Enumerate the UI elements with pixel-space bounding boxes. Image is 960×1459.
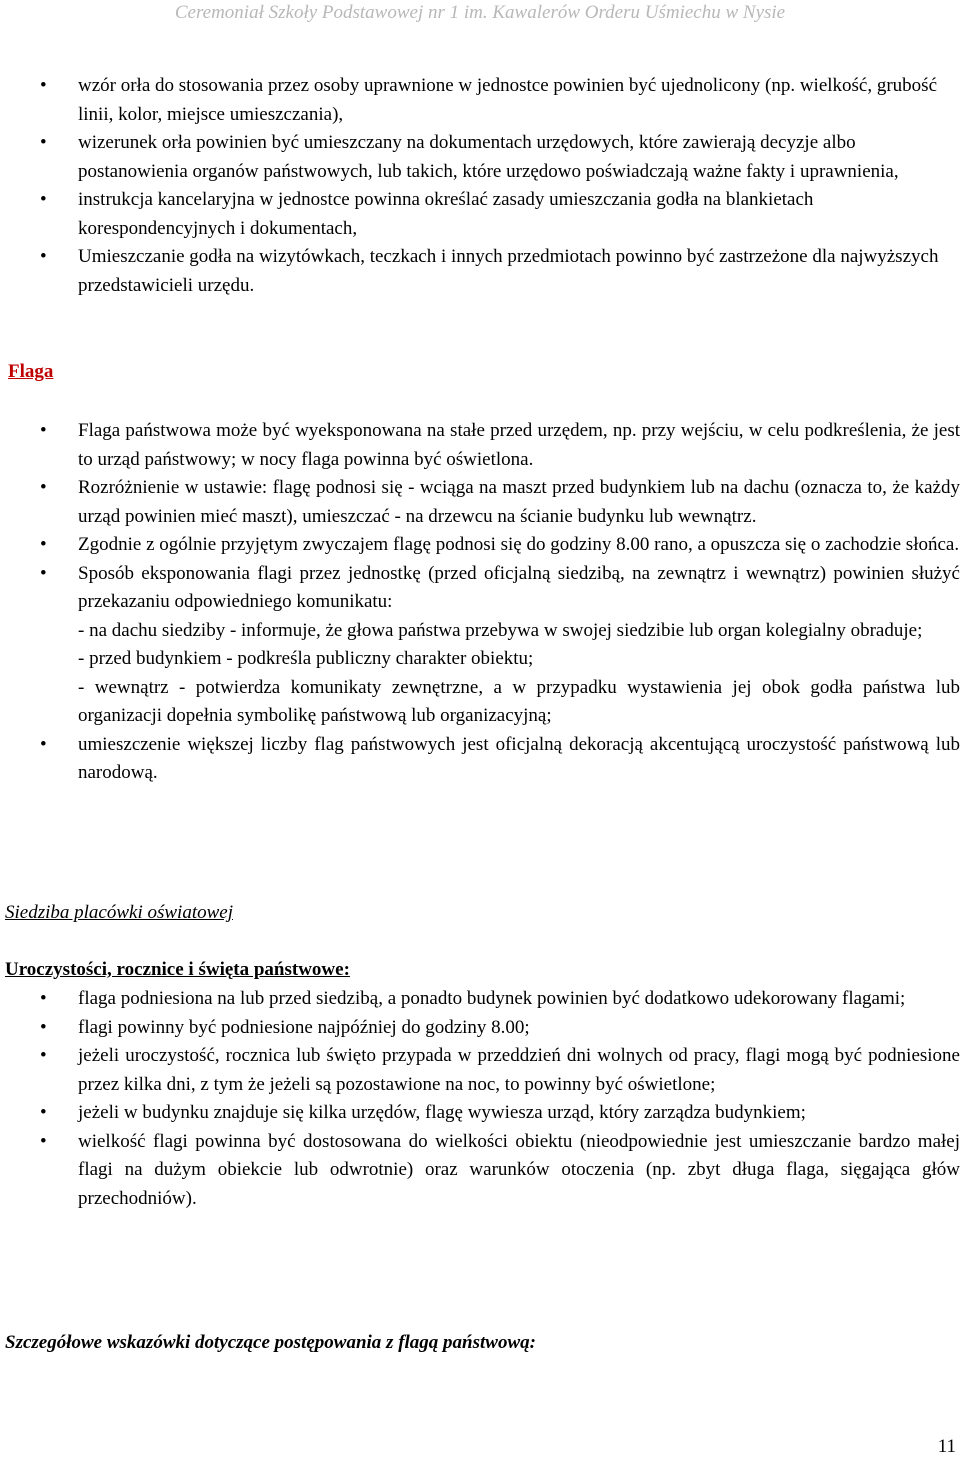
list-item — [0, 474, 960, 531]
list-item-text: • Sposób eksponowania flagi przez jednostkę (przed oficjalną siedzibą, na zewnątrz i wewnątrz) powinien służyć przekazaniu odpowiedniego komunikatu: — [78, 562, 960, 612]
list-item-text: • umieszczenie większej liczby flag państwowych jest oficjalną dekoracją akcentującą uroczystość państwową lub narodową. — [78, 733, 960, 783]
list-item: • wielkość flagi powinna być dostosowana do wielkości obiektu (nieodpowiednie jest umieszczanie bardzo małej flagi na dużym obiekcie lub odwrotnie) oraz warunków otoczenia (np. zbyt długa flaga, sięgająca głów przechodniów). — [0, 1128, 960, 1214]
list-item: • Umieszczanie godła na wizytówkach, teczkach i innych przedmiotach powinno być zastrzeżone dla najwyższych przedstawicieli urzędu. — [0, 243, 960, 300]
godlo-list-block — [0, 72, 960, 300]
list-item-subline: - wewnątrz - potwierdza komunikaty zewnętrzne, a w przypadku wystawienia jej obok godła państwa lub organizacji dopełnia symbolikę państwową lub organizacyjną; — [78, 676, 960, 726]
siedziba-heading: Siedziba placówki oświatowej — [5, 902, 233, 923]
page-number: 11 — [937, 1436, 956, 1457]
szczegolowe-heading: Szczegółowe wskazówki dotyczące postępowania z flagą państwową: — [5, 1332, 536, 1353]
uroczystosci-list — [0, 985, 960, 1213]
flaga-heading: Flaga — [8, 361, 54, 382]
flaga-list-block — [0, 417, 960, 788]
list-item — [0, 531, 960, 560]
list-item — [0, 417, 960, 474]
list-item: • wizerunek orła powinien być umieszczany na dokumentach urzędowych, które zawierają decyzje albo postanowienia organów państwowych, lub takich, które urzędowo poświadczają ważne fakty i uprawnienia, — [0, 129, 960, 186]
list-item: • wzór orła do stosowania przez osoby uprawnione w jednostce powinien być ujednolicony (np. wielkość, grubość linii, kolor, miejsce umieszczania), — [0, 72, 960, 129]
uroczystosci-heading: Uroczystości, rocznice i święta państwowe: — [5, 959, 350, 980]
godlo-list — [0, 72, 960, 300]
list-item: • instrukcja kancelaryjna w jednostce powinna określać zasady umieszczania godła na blankietach korespondencyjnych i dokumentach, — [0, 186, 960, 243]
list-item-subline: - przed budynkiem - podkreśla publiczny charakter obiektu; — [78, 648, 534, 669]
flaga-list — [0, 417, 960, 788]
list-item-text: • Flaga państwowa może być wyeksponowana na stałe przed urzędem, np. przy wejściu, w celu podkreślenia, że jest to urząd państwowy; w nocy flaga powinna być oświetlona. — [78, 420, 960, 470]
list-item — [0, 560, 960, 731]
list-item-subline: - na dachu siedziby - informuje, że głowa państwa przebywa w swojej siedzibie lub organ kolegialny obraduje; — [78, 619, 923, 641]
list-item — [0, 731, 960, 788]
list-item: • flagi powinny być podniesione najpóźniej do godziny 8.00; — [0, 1014, 960, 1043]
list-item: • flaga podniesiona na lub przed siedzibą, a ponadto budynek powinien być dodatkowo udekorowany flagami; — [0, 985, 960, 1014]
running-header: Ceremoniał Szkoły Podstawowej nr 1 im. Kawalerów Orderu Uśmiechu w Nysie — [174, 2, 786, 23]
list-item-text: • Rozróżnienie w ustawie: flagę podnosi się - wciąga na maszt przed budynkiem lub na dachu (oznacza to, że każdy urząd powinien mieć maszt), umieszczać - na drzewcu na ścianie budynku lub wewnątrz. — [78, 477, 960, 527]
uroczystosci-list-block — [0, 985, 960, 1213]
list-item-text: • Zgodnie z ogólnie przyjętym zwyczajem flagę podnosi się do godziny 8.00 rano, a opuszcza się o zachodzie słońca. — [78, 534, 960, 555]
list-item: • jeżeli uroczystość, rocznica lub święto przypada w przeddzień dni wolnych od pracy, flagi mogą być podniesione przez kilka dni, z tym że jeżeli są pozostawione na noc, to powinny być oświetlone; — [0, 1042, 960, 1099]
list-item: • jeżeli w budynku znajduje się kilka urzędów, flagę wywiesza urząd, który zarządza budynkiem; — [0, 1099, 960, 1128]
